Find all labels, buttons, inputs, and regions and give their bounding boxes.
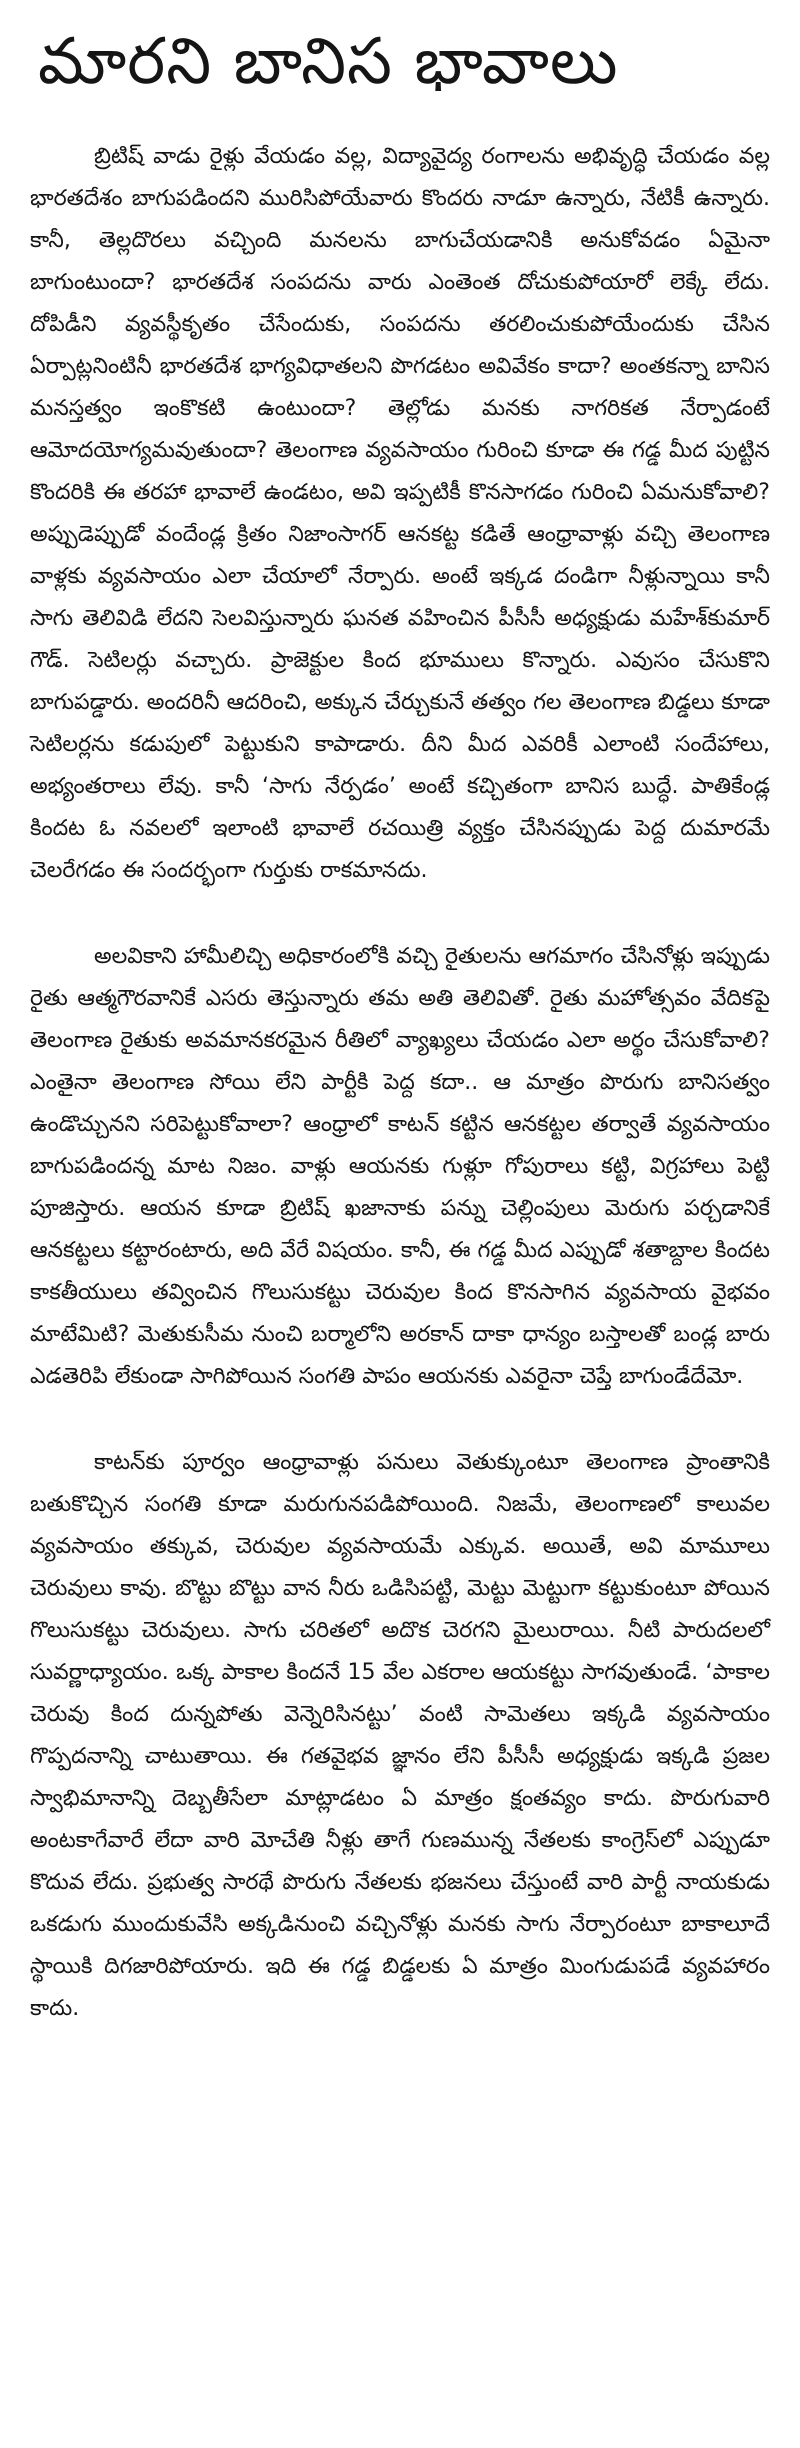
article-paragraph-1: బ్రిటిష్ వాడు రైళ్లు వేయడం వల్ల, విద్యావైద్య రంగాలను అభివృద్ధి చేయడం వల్ల భారతదేశం బాగుపడిందని మురిసిపోయేవారు కొందరు నాడూ ఉన్నారు, నేటికీ ఉన్నారు. కానీ, తెల్లదొరలు వచ్చింది మనలను బాగుచేయడానికి అనుకోవడం ఏమైనా బాగుంటుందా? భారతదేశ సంపదను వారు ఎంతెంత దోచుకుపోయారో లెక్కే లేదు. దోపిడీని వ్యవస్థీకృతం చేసేందుకు, సంపదను తరలించుకుపోయేందుకు చేసిన ఏర్పాట్లనింటినీ భారతదేశ భాగ్యవిధాతలని పొగడటం అవివేకం కాదా? అంతకన్నా బానిస మనస్తత్వం ఇంకొకటి ఉంటుందా? తెల్లోడు మనకు నాగరికత నేర్పాడంటే ఆమోదయోగ్యమవుతుందా? తెలంగాణ వ్యవసాయం గురించి కూడా ఈ గడ్డ మీద పుట్టిన కొందరికి ఈ తరహా భావాలే ఉండటం, అవి ఇప్పటికీ కొనసాగడం గురించి ఏమనుకోవాలి? అప్పుడెప్పుడో వందేండ్ల క్రితం నిజాంసాగర్ ఆనకట్ట కడితే ఆంధ్రావాళ్లు వచ్చి తెలంగాణ వాళ్లకు వ్యవసాయం ఎలా చేయాలో నేర్పారు. అంటే ఇక్కడ దండిగా నీళ్లున్నాయి కానీ సాగు తెలివిడి లేదని సెలవిస్తున్నారు ఘనత వహించిన పీసీసీ అధ్యక్షుడు మహేశ్‌కుమార్ గౌడ్. సెటిలర్లు వచ్చారు. ప్రాజెక్టుల కింద భూములు కొన్నారు. ఎవుసం చేసుకొని బాగుపడ్డారు. అందరినీ ఆదరించి, అక్కున చేర్చుకునే తత్వం గల తెలంగాణ బిడ్డలు కూడా సెటిలర్లను కడుపులో పెట్టుకుని కాపాడారు. దీని మీద ఎవరికీ ఎలాంటి సందేహాలు, అభ్యంతరాలు లేవు. కానీ ‘సాగు నేర్పడం’ అంటే కచ్చితంగా బానిస బుద్ధే. పాతికేండ్ల కిందట ఓ నవలలో ఇలాంటి భావాలే రచయిత్రి వ్యక్తం చేసినప్పుడు పెద్ద దుమారమే చెలరేగడం ఈ సందర్భంగా గుర్తుకు రాకమానదు. [30, 144, 770, 883]
article-paragraph-3: కాటన్‌కు పూర్వం ఆంధ్రావాళ్లు పనులు వెతుక్కుంటూ తెలంగాణ ప్రాంతానికి బతుకొచ్చిన సంగతి కూడా మరుగునపడిపోయింది. నిజమే, తెలంగాణలో కాలువల వ్యవసాయం తక్కువ, చెరువుల వ్యవసాయమే ఎక్కువ. అయితే, అవి మామూలు చెరువులు కావు. బొట్టు బొట్టు వాన నీరు ఒడిసిపట్టి, మెట్టు మెట్టుగా కట్టుకుంటూ పోయిన గొలుసుకట్టు చెరువులు. సాగు చరితలో అదొక చెరగని మైలురాయి. నీటి పారుదలలో సువర్ణాధ్యాయం. ఒక్క పాకాల కిందనే 15 వేల ఎకరాల ఆయకట్టు సాగవుతుండే. ‘పాకాల చెరువు కింద దున్నపోతు వెన్నెరిసినట్టు’ వంటి సామెతలు ఇక్కడి వ్యవసాయం గొప్పదనాన్ని చాటుతాయి. ఈ గతవైభవ జ్ఞానం లేని పీసీసీ అధ్యక్షుడు ఇక్కడి ప్రజల స్వాభిమానాన్ని దెబ్బతీసేలా మాట్లాడటం ఏ మాత్రం క్షంతవ్యం కాదు. పొరుగువారి అంటకాగేవారే లేదా వారి మోచేతి నీళ్లు తాగే గుణమున్న నేతలకు కాంగ్రెస్‌లో ఎప్పుడూ కొదువ లేదు. ప్రభుత్వ సారథే పొరుగు నేతలకు భజనలు చేస్తుంటే వారి పార్టీ నాయకుడు ఒకడుగు ముందుకువేసి అక్కడినుంచి వచ్చినోళ్లు మనకు సాగు నేర్పారంటూ బాకాలూదే స్థాయికి దిగజారిపోయారు. ఇది ఈ గడ్డ బిడ్డలకు ఏ మాత్రం మింగుడుపడే వ్యవహారం కాదు. [30, 1450, 770, 2021]
article-body [30, 136, 770, 2030]
article-headline: మారని బానిస భావాలు [38, 25, 619, 99]
article-paragraph-2: అలవికాని హామీలిచ్చి అధికారంలోకి వచ్చి రైతులను ఆగమాగం చేసినోళ్లు ఇప్పుడు రైతు ఆత్మగౌరవానికే ఎసరు తెస్తున్నారు తమ అతి తెలివితో. రైతు మహోత్సవం వేదికపై తెలంగాణ రైతుకు అవమానకరమైన రీతిలో వ్యాఖ్యలు చేయడం ఎలా అర్థం చేసుకోవాలి? ఎంతైనా తెలంగాణ సోయి లేని పార్టీకి పెద్ద కదా.. ఆ మాత్రం పొరుగు బానిసత్వం ఉండొచ్చునని సరిపెట్టుకోవాలా? ఆంధ్రాలో కాటన్ కట్టిన ఆనకట్టల తర్వాతే వ్యవసాయం బాగుపడిందన్న మాట నిజం. వాళ్లు ఆయనకు గుళ్లూ గోపురాలు కట్టి, విగ్రహాలు పెట్టి పూజిస్తారు. ఆయన కూడా బ్రిటిష్ ఖజానాకు పన్ను చెల్లింపులు మెరుగు పర్చడానికే ఆనకట్టలు కట్టారంటారు, అది వేరే విషయం. కానీ, ఈ గడ్డ మీద ఎప్పుడో శతాబ్దాల కిందట కాకతీయులు తవ్వించిన గొలుసుకట్టు చెరువుల కింద కొనసాగిన వ్యవసాయ వైభవం మాటేమిటి? మెతుకుసీమ నుంచి బర్మాలోని అరకాన్ దాకా ధాన్యం బస్తాలతో బండ్ల బారు ఎడతెరిపి లేకుండా సాగిపోయిన సంగతి పాపం ఆయనకు ఎవరైనా చెప్తే బాగుండేదేమో. [30, 944, 770, 1389]
